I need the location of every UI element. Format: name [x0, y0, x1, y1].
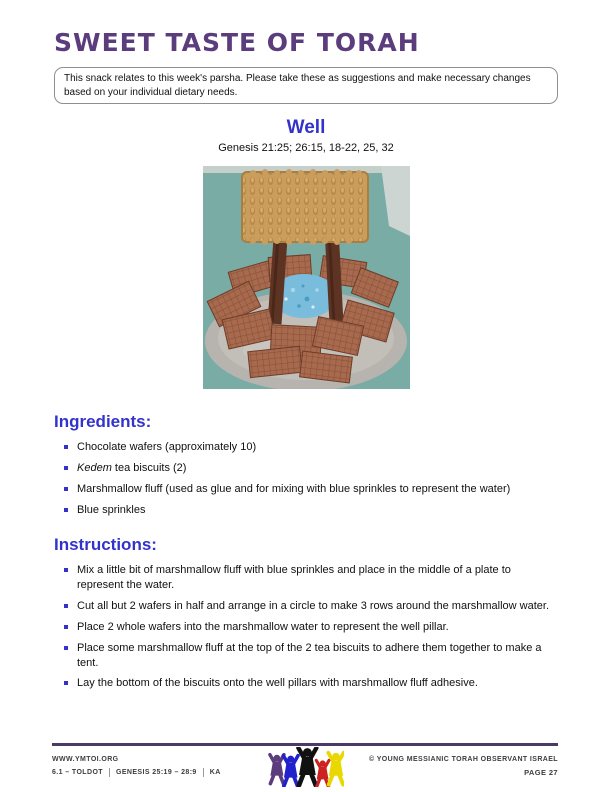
ingredient-item: Marshmallow fluff (used as glue and for mixing with blue sprinkles to represent the water)	[54, 482, 558, 497]
bullet-square-icon	[64, 508, 68, 512]
instruction-item: Mix a little bit of marshmallow fluff with blue sprinkles and place in the middle of a plate to represent the water.	[54, 563, 558, 593]
lesson-number: 6.1 – TOLDOT	[52, 768, 103, 776]
scripture-reference: Genesis 21:25; 26:15, 18-22, 25, 32	[218, 142, 394, 154]
bullet-square-icon	[64, 466, 68, 470]
website-link[interactable]: WWW.YMTOI.ORG	[52, 755, 119, 763]
recipe-name: Well	[286, 117, 326, 138]
tea-biscuit-sign	[242, 169, 368, 245]
bullet-square-icon	[64, 487, 68, 491]
instructions-list	[54, 563, 558, 691]
instruction-item: Cut all but 2 wafers in half and arrange in a circle to make 3 rows around the marshmallow water.	[54, 599, 558, 614]
dietary-note-text: This snack relates to this week's parsha. Please take these as suggestions and make necessary changes based on your individual dietary needs.	[64, 73, 531, 98]
author-initials: KA	[209, 768, 221, 776]
page-title: SWEET TASTE OF TORAH	[54, 28, 420, 57]
bullet-square-icon	[64, 681, 68, 685]
page-number: PAGE 27	[524, 767, 558, 777]
logo-figure-purple	[270, 755, 284, 784]
ymtoi-logo	[266, 747, 344, 787]
page-footer	[52, 743, 558, 780]
footer-right	[369, 753, 558, 781]
footer-divider	[52, 743, 558, 746]
ingredient-item: Blue sprinkles	[54, 503, 558, 518]
bullet-square-icon	[64, 604, 68, 608]
instruction-item: Place 2 whole wafers into the marshmallow water to represent the well pillar.	[54, 620, 558, 635]
lesson-meta-line	[52, 766, 221, 779]
instruction-item: Place some marshmallow fluff at the top of the 2 tea biscuits to adhere them together to make a tent.	[54, 641, 558, 671]
ingredient-item: Kedem tea biscuits (2)	[54, 461, 558, 476]
footer-left	[52, 753, 221, 781]
logo-figure-red	[316, 760, 329, 786]
logo-figure-black	[298, 748, 316, 785]
instructions-heading: Instructions:	[54, 535, 157, 555]
ingredient-item: Chocolate wafers (approximately 10)	[54, 440, 558, 455]
well-snack-photo	[203, 166, 410, 389]
ingredients-heading: Ingredients:	[54, 412, 152, 431]
instruction-item: Lay the bottom of the biscuits onto the well pillars with marshmallow fluff adhesive.	[54, 676, 558, 691]
torah-passage: GENESIS 25:19 – 28:9	[115, 768, 197, 776]
separator	[203, 768, 204, 777]
bullet-square-icon	[64, 445, 68, 449]
dietary-note-box	[54, 67, 558, 104]
bullet-square-icon	[64, 568, 68, 572]
bullet-square-icon	[64, 646, 68, 650]
copyright-text: © YOUNG MESSIANIC TORAH OBSERVANT ISRAEL	[368, 755, 558, 763]
logo-figure-blue	[283, 756, 298, 786]
photo-container	[54, 166, 558, 394]
bullet-square-icon	[64, 625, 68, 629]
logo-figure-yellow	[328, 753, 343, 785]
ingredients-list	[54, 440, 558, 517]
separator	[109, 768, 110, 777]
